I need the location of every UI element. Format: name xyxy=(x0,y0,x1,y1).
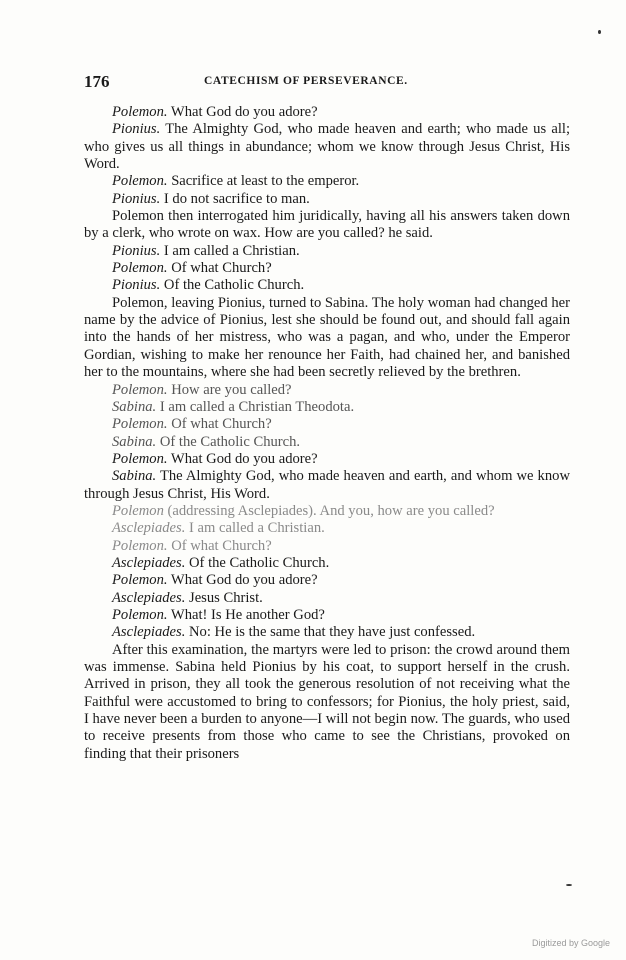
paragraph-text: Polemon, leaving Pionius, turned to Sabina. The holy woman had changed her name by the advice of Pionius, lest she should be found out, and should fall again into the hands of her mistress, who was a pagan, and who, under the Emperor Gordian, wishing to make her renounce her Faith, had chained her, and banished her to the mountains, where she had been secretly relieved by the brethren. xyxy=(84,294,570,381)
paragraph-text: What! Is He another God? xyxy=(170,606,325,623)
paragraph-text: (addressing Asclepiades). And you, how are you called? xyxy=(167,502,495,519)
paragraph-text: What God do you adore? xyxy=(170,450,318,467)
speaker: Pionius. xyxy=(112,121,161,138)
paragraph-text: Polemon then interrogated him juridically, having all his answers taken down by a clerk, who wrote on wax. How are you called? he said. xyxy=(84,208,570,242)
paragraph xyxy=(84,642,570,763)
paragraph-text: I am called a Christian. xyxy=(189,520,325,537)
paragraph xyxy=(84,399,570,416)
speaker: Polemon. xyxy=(112,606,168,623)
speaker: Polemon. xyxy=(112,572,168,589)
paragraph xyxy=(84,416,570,433)
body-text xyxy=(84,104,570,763)
paragraph-text: I do not sacrifice to man. xyxy=(163,190,310,207)
paragraph xyxy=(84,243,570,260)
running-head: CATECHISM OF PERSEVERANCE. xyxy=(204,75,408,87)
paragraph-text: After this examination, the martyrs were led to prison: the crowd around them was immense. Sabina held Pionius by his coat, to support herself in the crush. Arrived in prison, they all took the generous resolution of not receiving what the Faithful were accustomed to bring to confessors; for Pionius, the holy priest, said, I have never been a burden to anyone—I will not begin now. The guards, who used to receive presents from those who came to see the Christians, provoked on finding that their prisoners xyxy=(84,641,570,762)
ink-speck xyxy=(566,884,572,886)
paragraph xyxy=(84,295,570,382)
paragraph-text: The Almighty God, who made heaven and earth; who made us all; who gives us all things in abundance; whom we know through Jesus Christ, His Word. xyxy=(84,121,570,173)
paragraph xyxy=(84,624,570,641)
speaker: Sabina. xyxy=(112,398,157,415)
speaker: Sabina. xyxy=(112,433,157,450)
paragraph xyxy=(84,173,570,190)
paragraph-text: Of what Church? xyxy=(171,416,272,433)
speaker: Polemon xyxy=(112,502,164,519)
paragraph xyxy=(84,434,570,451)
paragraph-text: Of the Catholic Church. xyxy=(163,277,305,294)
paragraph xyxy=(84,260,570,277)
paragraph xyxy=(84,208,570,243)
paragraph xyxy=(84,382,570,399)
paragraph xyxy=(84,451,570,468)
paragraph-text: How are you called? xyxy=(171,381,292,398)
speaker: Polemon. xyxy=(112,416,168,433)
page-header xyxy=(84,72,574,94)
speaker: Polemon. xyxy=(112,260,168,277)
paragraph-text: Of the Catholic Church. xyxy=(159,433,301,450)
paragraph xyxy=(84,121,570,173)
paragraph xyxy=(84,538,570,555)
paragraph xyxy=(84,277,570,294)
paragraph xyxy=(84,503,570,520)
paragraph xyxy=(84,104,570,121)
speaker: Polemon. xyxy=(112,381,168,398)
paragraph xyxy=(84,520,570,537)
speaker: Polemon. xyxy=(112,450,168,467)
speaker: Pionius. xyxy=(112,242,161,259)
speaker: Sabina. xyxy=(112,468,157,485)
speaker: Polemon. xyxy=(112,104,168,120)
speaker: Asclepiades. xyxy=(112,624,186,641)
speaker: Pionius. xyxy=(112,277,161,294)
digitized-watermark: Digitized by Google xyxy=(531,938,610,948)
speaker: Asclepiades. xyxy=(112,520,186,537)
paragraph-text: What God do you adore? xyxy=(170,104,318,120)
paragraph-text: Jesus Christ. xyxy=(189,589,263,606)
paragraph-text: What God do you adore? xyxy=(170,572,318,589)
paragraph-text: Of the Catholic Church. xyxy=(189,554,330,571)
paragraph-text: Of what Church? xyxy=(171,537,272,554)
speaker: Polemon. xyxy=(112,173,168,190)
ink-speck xyxy=(598,30,601,34)
paragraph-text: The Almighty God, who made heaven and earth, and whom we know through Jesus Christ, His Word. xyxy=(84,468,570,502)
paragraph xyxy=(84,468,570,503)
paragraph xyxy=(84,191,570,208)
paragraph-text: Sacrifice at least to the emperor. xyxy=(171,173,360,190)
paragraph-text: I am called a Christian. xyxy=(163,242,300,259)
paragraph xyxy=(84,590,570,607)
speaker: Asclepiades. xyxy=(112,589,186,606)
paragraph-text: I am called a Christian Theodota. xyxy=(159,398,355,415)
paragraph xyxy=(84,607,570,624)
speaker: Pionius. xyxy=(112,190,161,207)
paragraph-text: Of what Church? xyxy=(171,260,272,277)
paragraph-text: No: He is the same that they have just confessed. xyxy=(189,624,476,641)
page-number: 176 xyxy=(84,72,110,91)
paragraph xyxy=(84,555,570,572)
speaker: Asclepiades. xyxy=(112,554,186,571)
speaker: Polemon. xyxy=(112,537,168,554)
paragraph xyxy=(84,572,570,589)
